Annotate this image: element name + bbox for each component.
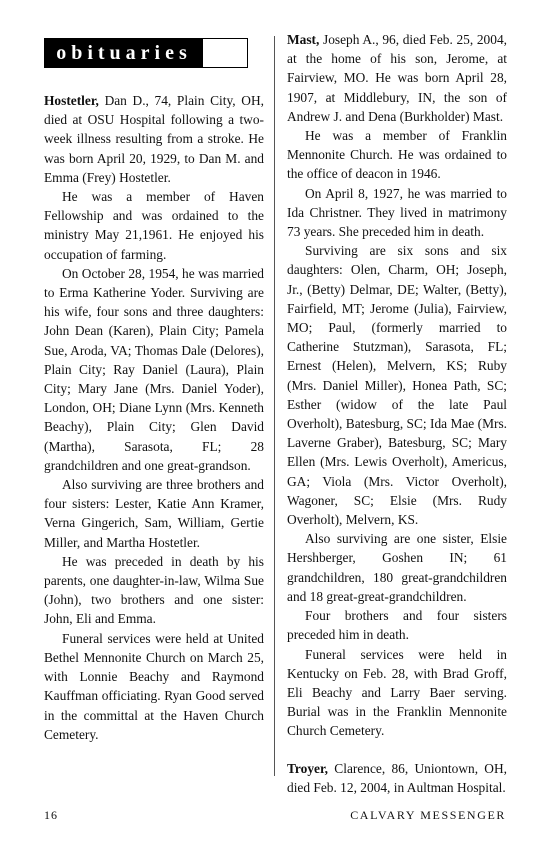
section-title: obituaries (45, 39, 203, 67)
publication-name: CALVARY MESSENGER (350, 808, 506, 822)
obituary-mast-intro: Mast, Joseph A., 96, died Feb. 25, 2004, at the home of his son, Jerome, at Fairview, MO. He was born April 28, 1907, at Middlebury, IN, the son of Andrew J. and Dena (Burkholder) Mast. (287, 32, 507, 124)
obituary-paragraph: On October 28, 1954, he was married to Erma Katherine Yoder. Surviving are his wife, four sons and three daughters: John Dean (Karen), Plain City; Pamela Sue, Aroda, VA; Thomas Dale (Delores), Plain City; Ray Daniel (Laura), Plain City; Mary Jane (Mrs. Daniel Yoder), London, OH; Diane Lynn (Mrs. Kenneth Beachy), Plain City; Glen David (Martha), Sarasota, FL; 28 grandchildren and one great-grandson. (44, 265, 264, 473)
column-divider (274, 36, 275, 776)
obituary-paragraph: He was preceded in death by his parents, one daughter-in-law, Wilma Sue (John), two brothers and one sister: John, Eli and Emma. (44, 553, 264, 627)
spacer (287, 741, 507, 759)
section-header (44, 38, 248, 68)
right-column (287, 30, 507, 797)
obituary-paragraph: He was a member of Haven Fellowship and was ordained to the ministry May 21,1961. He enjoyed his occupation of farming. (44, 189, 264, 262)
left-column (44, 91, 264, 744)
obituary-paragraph: Funeral services were held in Kentucky on Feb. 28, with Brad Groff, Eli Beachy and Larry Baer serving. Burial was in the Franklin Mennonite Church Cemetery. (287, 646, 507, 739)
obituary-hostetler-intro: Hostetler, Dan D., 74, Plain City, OH, died at OSU Hospital following a two-week illness resulting from a stroke. He was born April 20, 1929, to Dan M. and Emma (Frey) Hostetler. (44, 93, 264, 185)
obituary-paragraph: He was a member of Franklin Mennonite Church. He was ordained to the office of deacon in 1946. (287, 128, 507, 182)
obituary-troyer-intro: Troyer, Clarence, 86, Uniontown, OH, died Feb. 12, 2004, in Aultman Hospital. (287, 760, 507, 795)
obituary-name: Troyer, (287, 760, 329, 776)
obituary-paragraph: Surviving are six sons and six daughters: Olen, Charm, OH; Joseph, Jr., (Betty) Delmar, DE; Walter, (Betty), Fairfield, MT; Jerome (Julia), Fairview, MO; Paul, (formerly married to Catherine Stutzman), Sarasota, FL; Ernest (Helen), Melvern, KS; Ruby (Mrs. Daniel Miller), Honea Path, SC; Esther (widow of the late Paul Overholt), Batesburg, SC; Ida Mae (Mrs. Laverne Graber), Batesburg, SC; Mary Ellen (Mrs. Lewis Overholt), Americus, GA; Viola (Mrs. Victor Overholt), Wagoner, SC; Elsie (Mrs. Rudy Overholt), Melvern, KS. (287, 243, 507, 528)
obituary-paragraph: Four brothers and four sisters preceded him in death. (287, 608, 507, 643)
obituary-name: Mast, (287, 32, 320, 47)
obituary-name: Hostetler, (44, 93, 99, 108)
page-number: 16 (44, 808, 58, 822)
obituary-paragraph: Also surviving are one sister, Elsie Hershberger, Goshen IN; 61 grandchildren, 180 great-grandchildren and 18 great-great-grandchildren. (287, 531, 507, 604)
obituary-paragraph: Funeral services were held at United Bethel Mennonite Church on March 25, with Lonnie Beachy and Raymond Kauffman officiating. Ryan Good served in the committal at the Haven Church Cemetery. (44, 630, 264, 742)
obituary-paragraph: On April 8, 1927, he was married to Ida Christner. They lived in matrimony 73 years. She preceded him in death. (287, 185, 507, 240)
obituary-paragraph: Also surviving are three brothers and four sisters: Lester, Katie Ann Kramer, Verna Gingerich, Sam, William, Gertie Miller, and Martha Hostetler. (44, 477, 264, 550)
